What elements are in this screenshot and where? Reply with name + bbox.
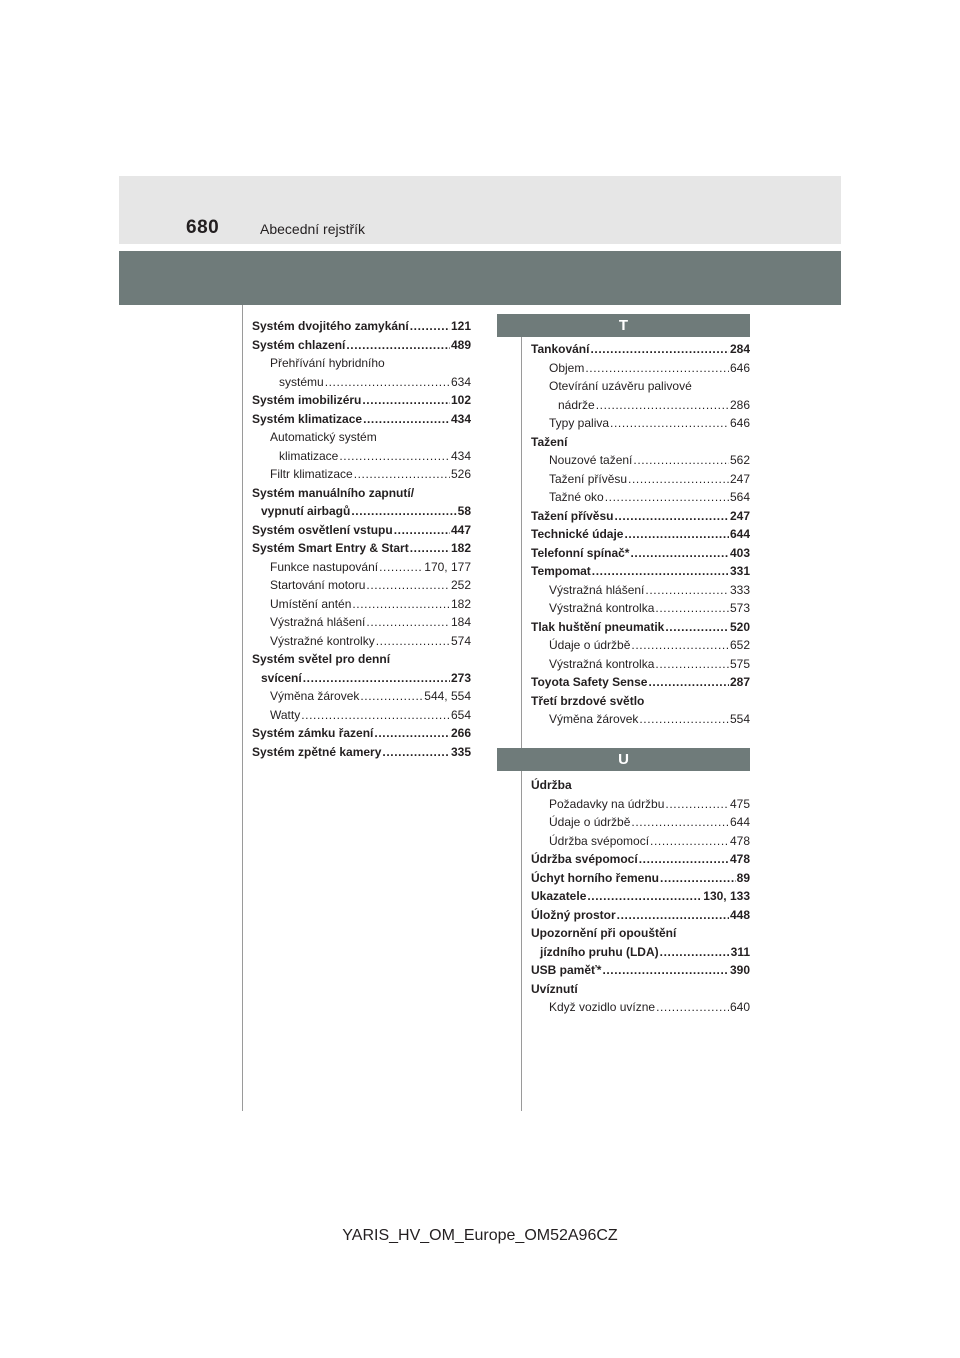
index-entry <box>531 599 750 618</box>
column-divider-left <box>242 305 243 1111</box>
dot-leader <box>665 618 729 637</box>
index-entry-term: Objem <box>549 360 585 375</box>
index-entry <box>531 980 750 999</box>
index-entry <box>531 998 750 1017</box>
index-entry <box>252 502 471 521</box>
dot-leader <box>410 317 450 336</box>
index-entry-term: Výstražná kontrolka <box>549 656 655 671</box>
dot-leader <box>339 447 450 466</box>
index-entry-term: Systém imobilizéru <box>252 393 362 407</box>
index-entry-term: Přehřívání hybridního <box>270 356 385 370</box>
index-entry <box>531 795 750 814</box>
index-entry <box>252 428 471 447</box>
index-entry-page: 182 <box>450 596 471 611</box>
index-entry <box>531 887 750 906</box>
index-entry-term: Watty <box>270 707 301 722</box>
index-entry-page: 478 <box>729 852 750 866</box>
index-entry-term: Tažné oko <box>549 490 604 504</box>
dot-leader <box>650 832 729 851</box>
index-entry-page: 287 <box>729 675 750 689</box>
column-divider-middle <box>521 337 522 1111</box>
dot-leader <box>631 636 729 655</box>
index-entry-term: Když vozidlo uvízne <box>549 1000 656 1014</box>
index-entry-page: 652 <box>729 638 750 652</box>
index-entry-page: 102 <box>450 393 471 407</box>
index-entry-page: 573 <box>729 601 750 615</box>
index-entry-page: 644 <box>729 527 750 541</box>
index-entry-term: Telefonní spínač* <box>531 545 630 560</box>
index-entry-page: 273 <box>450 670 471 685</box>
dot-leader <box>602 961 729 980</box>
index-entry-term: Umístění antén <box>270 596 352 611</box>
index-entry <box>531 470 750 489</box>
section-letter-t: T <box>497 314 750 337</box>
index-entry-term: Systém osvětlení vstupu <box>252 522 393 537</box>
index-entry-page: 448 <box>729 907 750 922</box>
header-band <box>119 251 841 305</box>
index-entry <box>531 961 750 980</box>
index-entry-page: 184 <box>450 615 471 629</box>
index-entry-term: Systém zámku řazení <box>252 726 374 740</box>
dot-leader <box>614 507 728 526</box>
dot-leader <box>366 613 450 632</box>
index-entry-term: Typy paliva <box>549 416 610 430</box>
index-entry-page: 247 <box>729 508 750 523</box>
index-entry <box>531 850 750 869</box>
index-entry-page: 634 <box>450 374 471 389</box>
dot-leader <box>592 562 729 581</box>
index-entry <box>531 906 750 925</box>
index-entry-term: jízdního pruhu (LDA) <box>540 944 659 959</box>
dot-leader <box>645 581 729 600</box>
index-entry <box>531 451 750 470</box>
dot-leader <box>360 687 423 706</box>
dot-leader <box>325 373 450 392</box>
index-entry-term: Systém Smart Entry & Start <box>252 541 409 555</box>
index-entry-page: 478 <box>729 833 750 848</box>
index-entry-term: Systém zpětné kamery <box>252 744 382 759</box>
index-entry <box>531 776 750 795</box>
index-entry-page: 247 <box>729 471 750 486</box>
dot-leader <box>665 795 729 814</box>
index-entry-page: 331 <box>729 564 750 578</box>
dot-leader <box>352 595 450 614</box>
dot-leader <box>374 724 450 743</box>
index-entry-term: Systém klimatizace <box>252 411 363 426</box>
index-entry <box>531 943 750 962</box>
index-entry-page: 646 <box>729 416 750 430</box>
index-entry <box>252 447 471 466</box>
index-entry-page: 252 <box>450 578 471 592</box>
index-entry <box>252 706 471 725</box>
index-entry-term: Technické údaje <box>531 527 624 541</box>
index-entry <box>252 336 471 355</box>
index-entry-page: 520 <box>729 619 750 634</box>
dot-leader <box>410 539 450 558</box>
dot-leader <box>585 359 729 378</box>
index-entry-term: Otevírání uzávěru palivové <box>549 379 692 393</box>
index-entry-page: 526 <box>450 467 471 481</box>
dot-leader <box>639 710 729 729</box>
index-entry <box>252 373 471 392</box>
dot-leader <box>660 869 736 888</box>
dot-leader <box>656 998 729 1017</box>
index-entry-term: Údaje o údržbě <box>549 638 631 652</box>
index-entry-term: Tlak huštění pneumatik <box>531 619 665 634</box>
index-entry-term: Třetí brzdové světlo <box>531 693 645 708</box>
index-entry-page: 284 <box>729 342 750 356</box>
index-entry-page: 434 <box>450 448 471 463</box>
index-entry <box>531 507 750 526</box>
index-entry-term: Systém manuálního zapnutí/ <box>252 485 415 500</box>
dot-leader <box>301 706 450 725</box>
dot-leader <box>624 525 728 544</box>
index-entry <box>252 650 471 669</box>
dot-leader <box>648 673 728 692</box>
index-entry-term: USB paměť* <box>531 963 602 977</box>
index-entry <box>531 924 750 943</box>
index-entry <box>531 618 750 637</box>
dot-leader <box>605 488 729 507</box>
index-entry-term: systému <box>279 374 324 389</box>
index-entry-page: 475 <box>729 796 750 811</box>
index-entry <box>252 410 471 429</box>
index-entry <box>252 484 471 503</box>
index-entry <box>531 414 750 433</box>
dot-leader <box>303 669 450 688</box>
section-letter-u: U <box>497 748 750 771</box>
dot-leader <box>596 396 729 415</box>
index-entry-term: Úložný prostor <box>531 907 616 922</box>
index-entry-page: 640 <box>729 1000 750 1014</box>
index-entry-page: 434 <box>450 411 471 426</box>
index-entry-page: 286 <box>729 397 750 412</box>
index-entry <box>252 317 471 336</box>
index-entry-term: Systém světel pro denní <box>252 652 391 666</box>
index-entry-term: vypnutí airbagů <box>261 504 351 518</box>
index-entry-page: 390 <box>729 963 750 977</box>
page-number: 680 <box>186 217 220 238</box>
index-entry-page: 575 <box>729 656 750 671</box>
dot-leader <box>628 470 729 489</box>
index-entry <box>252 576 471 595</box>
index-entry-term: Startování motoru <box>270 578 366 592</box>
index-entry-term: klimatizace <box>279 448 339 463</box>
index-entry-term: nádrže <box>558 397 595 412</box>
index-entry-term: Úchyt horního řemenu <box>531 870 660 885</box>
index-entry-page: 554 <box>729 712 750 726</box>
index-entry-page: 489 <box>450 337 471 352</box>
index-entry <box>531 832 750 851</box>
dot-leader <box>630 544 729 563</box>
index-entry-page: 311 <box>730 944 750 959</box>
index-entry-page: 130, 133 <box>703 889 750 903</box>
index-entry <box>531 710 750 729</box>
index-entry <box>531 562 750 581</box>
dot-leader <box>590 340 729 359</box>
index-entry-term: Výstražná kontrolka <box>549 601 655 615</box>
index-entry-term: Požadavky na údržbu <box>549 796 665 811</box>
index-entry-term: Automatický systém <box>270 430 377 444</box>
dot-leader <box>631 813 729 832</box>
index-entry-page: 564 <box>729 490 750 504</box>
index-entry-term: Tažení přívěsu <box>531 508 614 523</box>
dot-leader <box>587 887 702 906</box>
dot-leader <box>351 502 456 521</box>
index-entry-page: 182 <box>450 541 471 555</box>
index-entry-page: 403 <box>729 545 750 560</box>
index-entry <box>531 340 750 359</box>
index-entry-page: 266 <box>450 726 471 740</box>
dot-leader <box>382 743 450 762</box>
index-entry-page: 574 <box>450 633 471 648</box>
index-entry-page: 58 <box>457 504 471 518</box>
index-entry-term: Systém dvojitého zamykání <box>252 319 409 333</box>
index-entry <box>531 488 750 507</box>
index-entry <box>531 396 750 415</box>
index-entry <box>531 673 750 692</box>
index-entry-page: 447 <box>450 522 471 537</box>
page-title: Abecední rejstřík <box>260 221 366 237</box>
index-entry-page: 646 <box>729 360 750 375</box>
dot-leader <box>639 850 729 869</box>
index-entry-term: Tankování <box>531 342 590 356</box>
index-entry-term: Toyota Safety Sense <box>531 675 648 689</box>
index-entry <box>531 433 750 452</box>
dot-leader <box>366 576 450 595</box>
index-entry-term: Ukazatele <box>531 889 587 903</box>
index-entry-term: Údaje o údržbě <box>549 815 631 829</box>
document-code: YARIS_HV_OM_Europe_OM52A96CZ <box>342 1227 618 1244</box>
header-top-bar <box>119 176 841 244</box>
index-entry-term: Systém chlazení <box>252 337 346 352</box>
index-entry-page: 544, 554 <box>424 689 471 703</box>
index-entry-term: Údržba svépomocí <box>531 852 638 866</box>
dot-leader <box>379 558 423 577</box>
dot-leader <box>617 906 729 925</box>
dot-leader <box>655 599 729 618</box>
index-entry <box>252 539 471 558</box>
index-entry <box>252 595 471 614</box>
index-entry <box>252 391 471 410</box>
index-entry <box>252 669 471 688</box>
index-entry <box>531 636 750 655</box>
index-entry-term: Filtr klimatizace <box>270 467 353 481</box>
index-entry-term: Tempomat <box>531 564 591 578</box>
index-entry <box>252 354 471 373</box>
index-entry <box>531 869 750 888</box>
index-column-u <box>531 776 750 1017</box>
index-entry-term: Výstražná hlášení <box>549 582 645 597</box>
index-entry-page: 335 <box>450 744 471 759</box>
index-entry-term: Funkce nastupování <box>270 559 379 574</box>
dot-leader <box>363 410 450 429</box>
index-entry-term: Nouzové tažení <box>549 453 633 467</box>
index-entry-page: 644 <box>729 815 750 829</box>
index-entry-term: svícení <box>261 670 302 685</box>
index-entry <box>531 359 750 378</box>
dot-leader <box>655 655 729 674</box>
dot-leader <box>354 465 450 484</box>
index-entry-page: 562 <box>729 453 750 467</box>
index-entry-term: Výstražná hlášení <box>270 615 366 629</box>
index-entry-term: Uvíznutí <box>531 981 578 996</box>
dot-leader <box>633 451 729 470</box>
index-entry-term: Upozornění při opouštění <box>531 926 677 940</box>
index-entry <box>252 743 471 762</box>
dot-leader <box>376 632 450 651</box>
index-entry <box>252 724 471 743</box>
index-entry-page: 89 <box>736 870 750 885</box>
index-entry <box>531 655 750 674</box>
index-entry <box>531 692 750 711</box>
index-entry <box>531 544 750 563</box>
index-entry <box>252 521 471 540</box>
index-entry-term: Výměna žárovek <box>549 712 639 726</box>
index-entry <box>531 377 750 396</box>
index-entry <box>252 465 471 484</box>
index-entry-term: Výměna žárovek <box>270 689 360 703</box>
index-entry-page: 170, 177 <box>424 559 471 574</box>
index-entry-term: Tažení <box>531 434 568 449</box>
index-entry <box>252 687 471 706</box>
index-entry-page: 654 <box>450 707 471 722</box>
index-entry <box>252 632 471 651</box>
index-entry <box>531 581 750 600</box>
index-entry-page: 121 <box>450 319 471 333</box>
index-entry-term: Výstražné kontrolky <box>270 633 375 648</box>
dot-leader <box>362 391 450 410</box>
dot-leader <box>610 414 729 433</box>
index-entry-term: Údržba <box>531 778 572 792</box>
index-entry <box>531 525 750 544</box>
index-entry <box>252 558 471 577</box>
index-entry <box>252 613 471 632</box>
index-column-left <box>252 317 471 761</box>
dot-leader <box>394 521 450 540</box>
index-entry <box>531 813 750 832</box>
index-column-t <box>531 340 750 729</box>
dot-leader <box>346 336 450 355</box>
index-entry-term: Údržba svépomocí <box>549 833 650 848</box>
dot-leader <box>660 943 730 962</box>
index-entry-page: 333 <box>729 582 750 597</box>
index-entry-term: Tažení přívěsu <box>549 471 628 486</box>
